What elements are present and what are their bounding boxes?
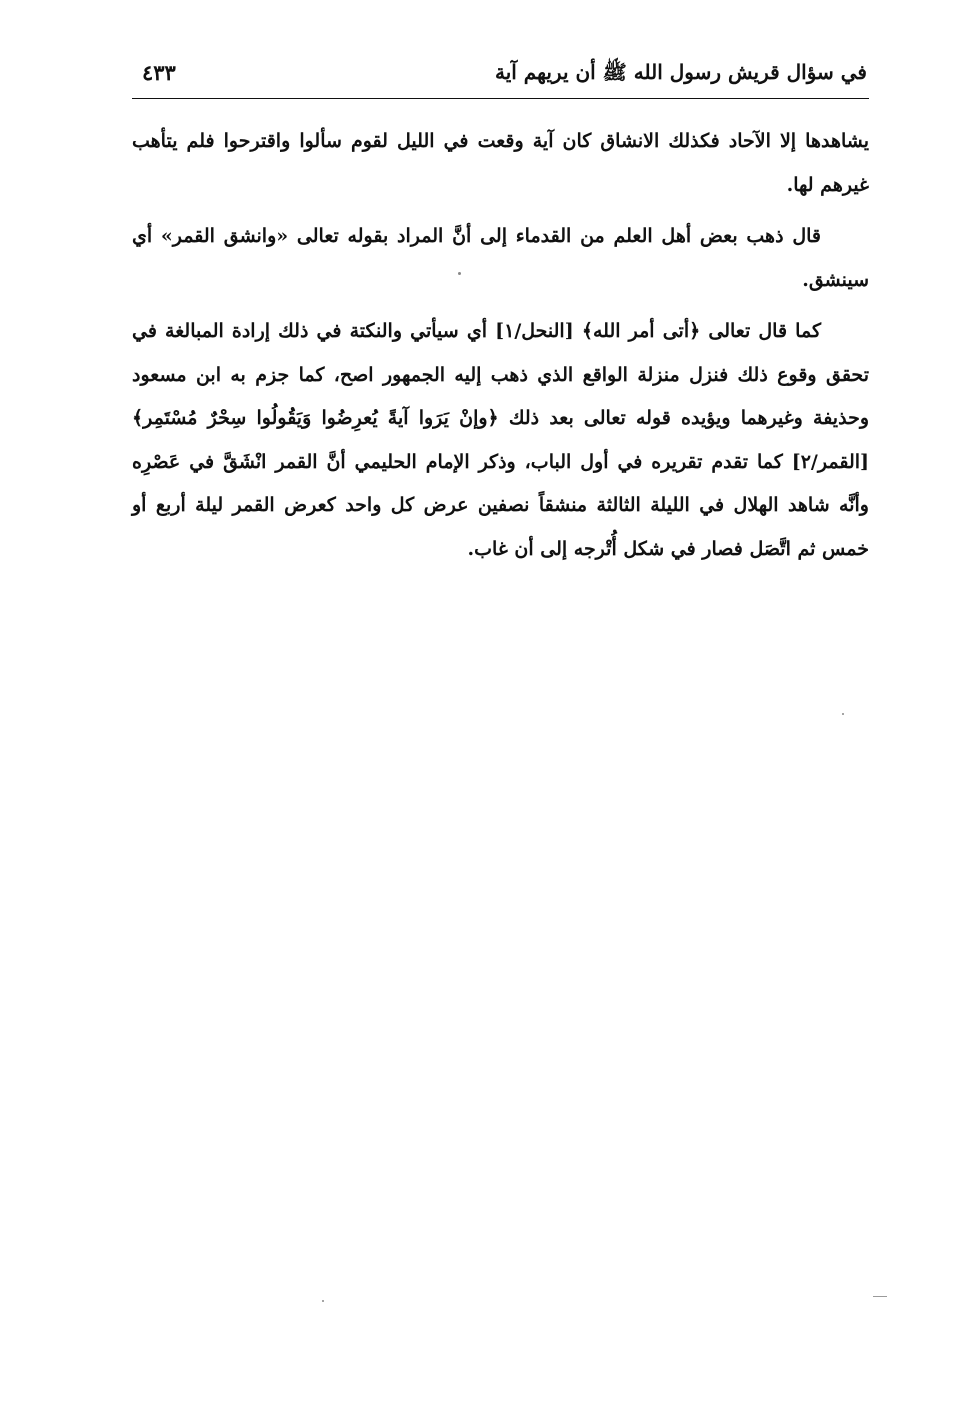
- scan-speck: [842, 713, 844, 715]
- body-text: [132, 120, 869, 571]
- scan-speck: [458, 272, 461, 275]
- scan-mark: [873, 1296, 887, 1297]
- paragraph-3-end: [القمر/٢] كما تقدم تقريره في أول الباب، وذكر الإمام الحليمي أنَّ القمر انْشَقَّ في عَصْرِه وأنَّه شاهد الهلال في الليلة الثالثة منشقاً نصفين عرض كل واحد كعرض القمر ليلة أربع أو خمس ثم اتَّصَل فصار في شكل أُتْرجه إلى أن غاب.: [132, 450, 869, 560]
- quran-verse-qamar: ﴿وإنْ يَرَوا آيةً يُعرِضُوا وَيَقُولُوا سِحْرٌ مُسْتَمِر﴾: [132, 407, 499, 429]
- running-header: [132, 56, 867, 96]
- paragraph-2: قال ذهب بعض أهل العلم من القدماء إلى أنَّ المراد بقوله تعالى «وانشق القمر» أي سينشق.: [132, 225, 869, 291]
- paragraph-3: [132, 310, 869, 571]
- paragraph-3-intro: كما قال تعالى: [700, 320, 821, 342]
- scan-speck: [322, 1300, 324, 1302]
- paragraph-3-middle: [النحل/١] أي سيأتي والنكتة في ذلك إرادة المبالغة في تحقق وقوع ذلك فنزل منزلة الواقع الذي ذهب إليه الجمهور اصح، كما جزم به ابن مسعود وحذيفة وغيرهما ويؤيده قوله تعالى بعد ذلك: [132, 320, 869, 429]
- header-rule: [132, 98, 869, 99]
- quran-verse-nahl: ﴿أتى أمر الله﴾: [581, 320, 701, 342]
- page-number: ٤٣٣: [142, 60, 176, 85]
- header-title: في سؤال قريش رسول الله ﷺ أن يريهم آية: [495, 60, 867, 84]
- paragraph-1: يشاهدها إلا الآحاد فكذلك الانشاق كان آية وقعت في الليل لقوم سألوا واقترحوا فلم يتأهب غيرهم لها.: [132, 130, 869, 196]
